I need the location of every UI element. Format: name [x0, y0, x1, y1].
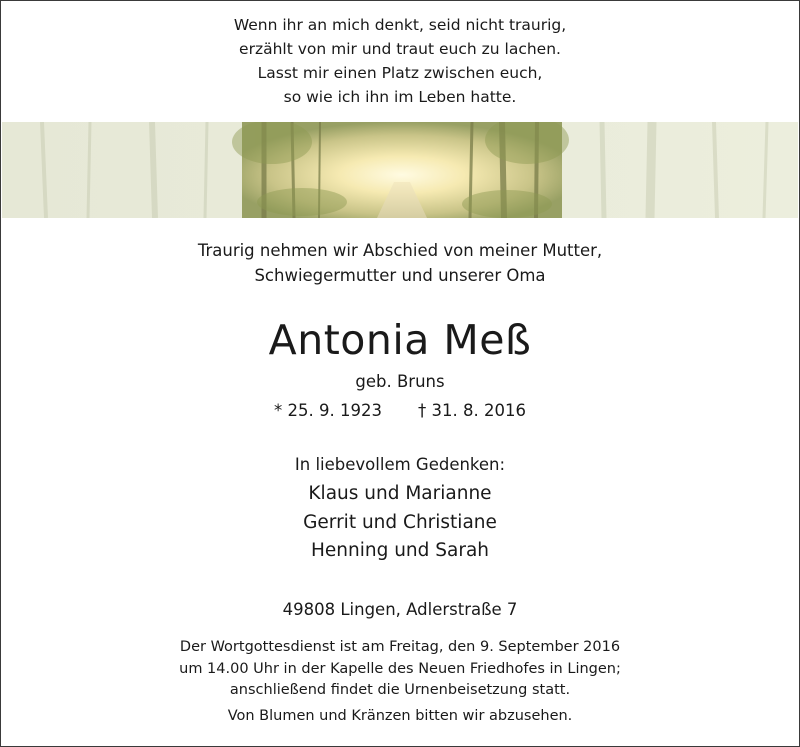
- mourners-heading: In liebevollem Gedenken:: [294, 455, 506, 474]
- death-date: † 31. 8. 2016: [418, 401, 526, 420]
- service-line: um 14.00 Uhr in der Kapelle des Neuen Friedhofes in Lingen;: [179, 660, 621, 677]
- forest-path-illustration: [2, 122, 798, 218]
- mourner-name: Klaus und Marianne: [308, 483, 492, 504]
- birth-name: geb. Bruns: [355, 372, 445, 391]
- service-line: Der Wortgottesdienst ist am Freitag, den 9. September 2016: [179, 639, 621, 655]
- flowers-note: Von Blumen und Kränzen bitten wir abzusehen.: [227, 708, 573, 724]
- intro-line: Traurig nehmen wir Abschied von meiner Mutter,: [197, 241, 603, 260]
- birth-date: * 25. 9. 1923: [274, 401, 382, 420]
- service-details: [1, 637, 799, 702]
- poem-line: Wenn ihr an mich denkt, seid nicht traurig,: [233, 16, 567, 34]
- poem: [1, 13, 799, 109]
- farewell-intro: [1, 238, 799, 288]
- poem-line: so wie ich ihn im Leben hatte.: [283, 88, 517, 106]
- life-dates: [1, 398, 799, 424]
- mourner-name: Gerrit und Christiane: [303, 511, 497, 533]
- deceased-name: Antonia Meß: [268, 316, 532, 364]
- address: 49808 Lingen, Adlerstraße 7: [282, 600, 518, 619]
- intro-line: Schwiegermutter und unserer Oma: [254, 266, 546, 285]
- poem-line: erzählt von mir und traut euch zu lachen.: [239, 40, 561, 58]
- mourner-name: Henning und Sarah: [310, 540, 490, 561]
- poem-line: Lasst mir einen Platz zwischen euch,: [257, 64, 543, 82]
- service-line: anschließend findet die Urnenbeisetzung statt.: [229, 682, 571, 698]
- mourners-list: [1, 480, 799, 566]
- forest-path-banner-image: [2, 122, 798, 218]
